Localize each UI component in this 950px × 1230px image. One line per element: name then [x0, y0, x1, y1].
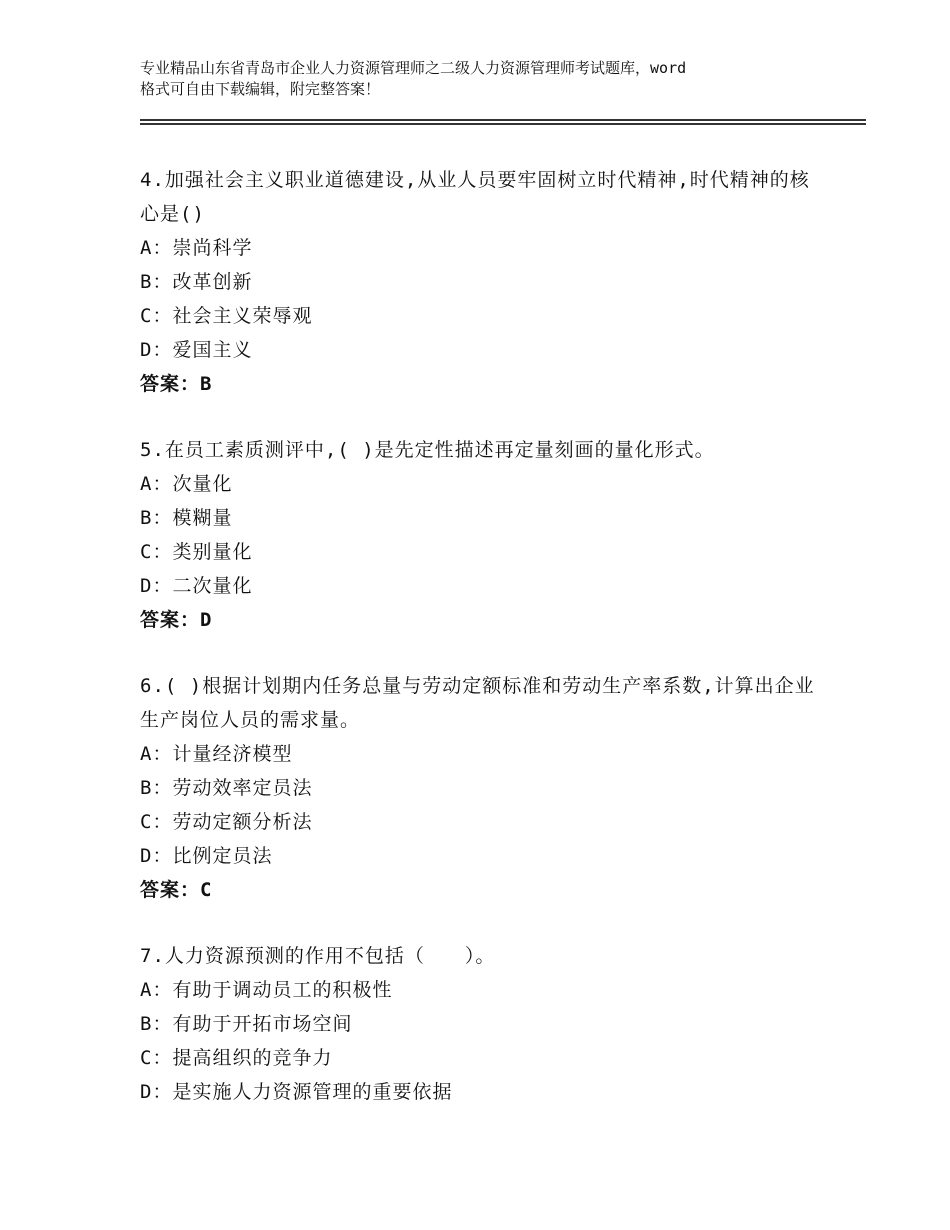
- option-d: D：二次量化: [140, 575, 253, 597]
- option-d: D：是实施人力资源管理的重要依据: [140, 1081, 453, 1103]
- question-list: [140, 163, 820, 1141]
- option-c: C：劳动定额分析法: [140, 811, 313, 833]
- answer-label: 答案：C: [140, 879, 213, 901]
- question-5: [140, 433, 820, 637]
- option-a: A：有助于调动员工的积极性: [140, 979, 393, 1001]
- question-7: [140, 939, 820, 1109]
- question-stem: 5.在员工素质测评中,( )是先定性描述再定量刻画的量化形式。: [140, 439, 715, 461]
- option-c: C：类别量化: [140, 541, 253, 563]
- question-4: [140, 163, 820, 401]
- option-c: C：社会主义荣辱观: [140, 305, 313, 327]
- answer-label: 答案：B: [140, 373, 213, 395]
- question-stem: 4.加强社会主义职业道德建设,从业人员要牢固树立时代精神,时代精神的核心是(): [140, 169, 810, 225]
- header-line-2: 格式可自由下载编辑，附完整答案！: [140, 80, 381, 98]
- option-a: A：崇尚科学: [140, 237, 253, 259]
- option-b: B：劳动效率定员法: [140, 777, 313, 799]
- option-c: C：提高组织的竞争力: [140, 1047, 333, 1069]
- document-header: [140, 58, 840, 100]
- option-a: A：计量经济模型: [140, 743, 293, 765]
- option-a: A：次量化: [140, 473, 233, 495]
- question-stem: 6.( )根据计划期内任务总量与劳动定额标准和劳动生产率系数,计算出企业生产岗位人员的需求量。: [140, 675, 815, 731]
- question-stem: 7.人力资源预测的作用不包括（ ）。: [140, 945, 496, 967]
- question-6: [140, 669, 820, 907]
- header-line-1: 专业精品山东省青岛市企业人力资源管理师之二级人力资源管理师考试题库，word: [140, 59, 687, 77]
- option-b: B：模糊量: [140, 507, 233, 529]
- option-d: D：比例定员法: [140, 845, 273, 867]
- header-divider: [140, 119, 866, 125]
- option-b: B：有助于开拓市场空间: [140, 1013, 353, 1035]
- option-b: B：改革创新: [140, 271, 253, 293]
- option-d: D：爱国主义: [140, 339, 253, 361]
- answer-label: 答案：D: [140, 609, 213, 631]
